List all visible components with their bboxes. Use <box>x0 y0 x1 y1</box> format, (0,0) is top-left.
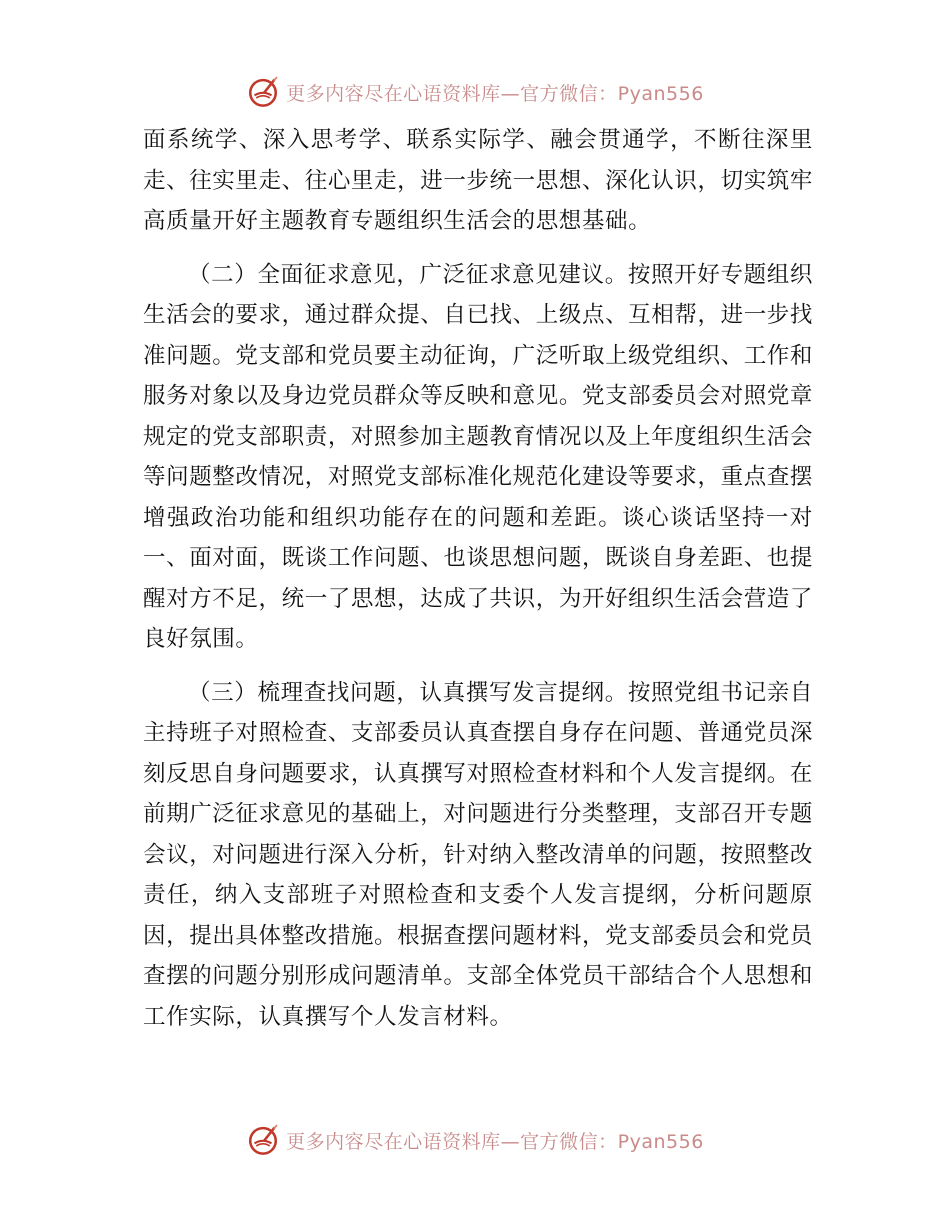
book-pen-logo-icon <box>246 1123 280 1157</box>
footer-banner-inner <box>246 1123 704 1157</box>
paragraph-1: 面系统学、深入思考学、联系实际学、融会贯通学，不断往深里走、往实里走、往心里走，进一步统一思想、深化认识，切实筑牢高质量开好主题教育专题组织生活会的思想基础。 <box>143 127 813 234</box>
book-pen-logo-icon <box>246 75 280 109</box>
paragraph-2: （二）全面征求意见，广泛征求意见建议。按照开好专题组织生活会的要求，通过群众提、自已找、上级点、互相帮，进一步找准问题。党支部和党员要主动征询，广泛听取上级党组织、工作和服务对象以及身边党员群众等反映和意见。党支部委员会对照党章规定的党支部职责，对照参加主题教育情况以及上年度组织生活会等问题整改情况，对照党支部标准化规范化建设等要求，重点查摆增强政治功能和组织功能存在的问题和差距。谈心谈话坚持一对一、面对面，既谈工作问题、也谈思想问题，既谈自身差距、也提醒对方不足，统一了思想，达成了共识，为开好组织生活会营造了良好氛围。 <box>143 261 813 652</box>
header-banner-inner <box>246 75 704 109</box>
paragraph-3: （三）梳理查找问题，认真撰写发言提纲。按照党组书记亲自主持班子对照检查、支部委员认真查摆自身存在问题、普通党员深刻反思自身问题要求，认真撰写对照检查材料和个人发言提纲。在前期广泛征求意见的基础上，对问题进行分类整理，支部召开专题会议，对问题进行深入分析，针对纳入整改清单的问题，按照整改责任，纳入支部班子对照检查和支委个人发言提纲，分析问题原因，提出具体整改措施。根据查摆问题材料，党支部委员会和党员查摆的问题分别形成问题清单。支部全体党员干部结合个人思想和工作实际，认真撰写个人发言材料。 <box>143 679 813 1030</box>
footer-banner-text: 更多内容尽在心语资料库—官方微信：Pyan556 <box>286 1130 704 1153</box>
document-body <box>143 120 813 1037</box>
footer-banner <box>0 1120 950 1160</box>
header-banner-text: 更多内容尽在心语资料库—官方微信：Pyan556 <box>286 82 704 105</box>
header-banner <box>0 72 950 112</box>
